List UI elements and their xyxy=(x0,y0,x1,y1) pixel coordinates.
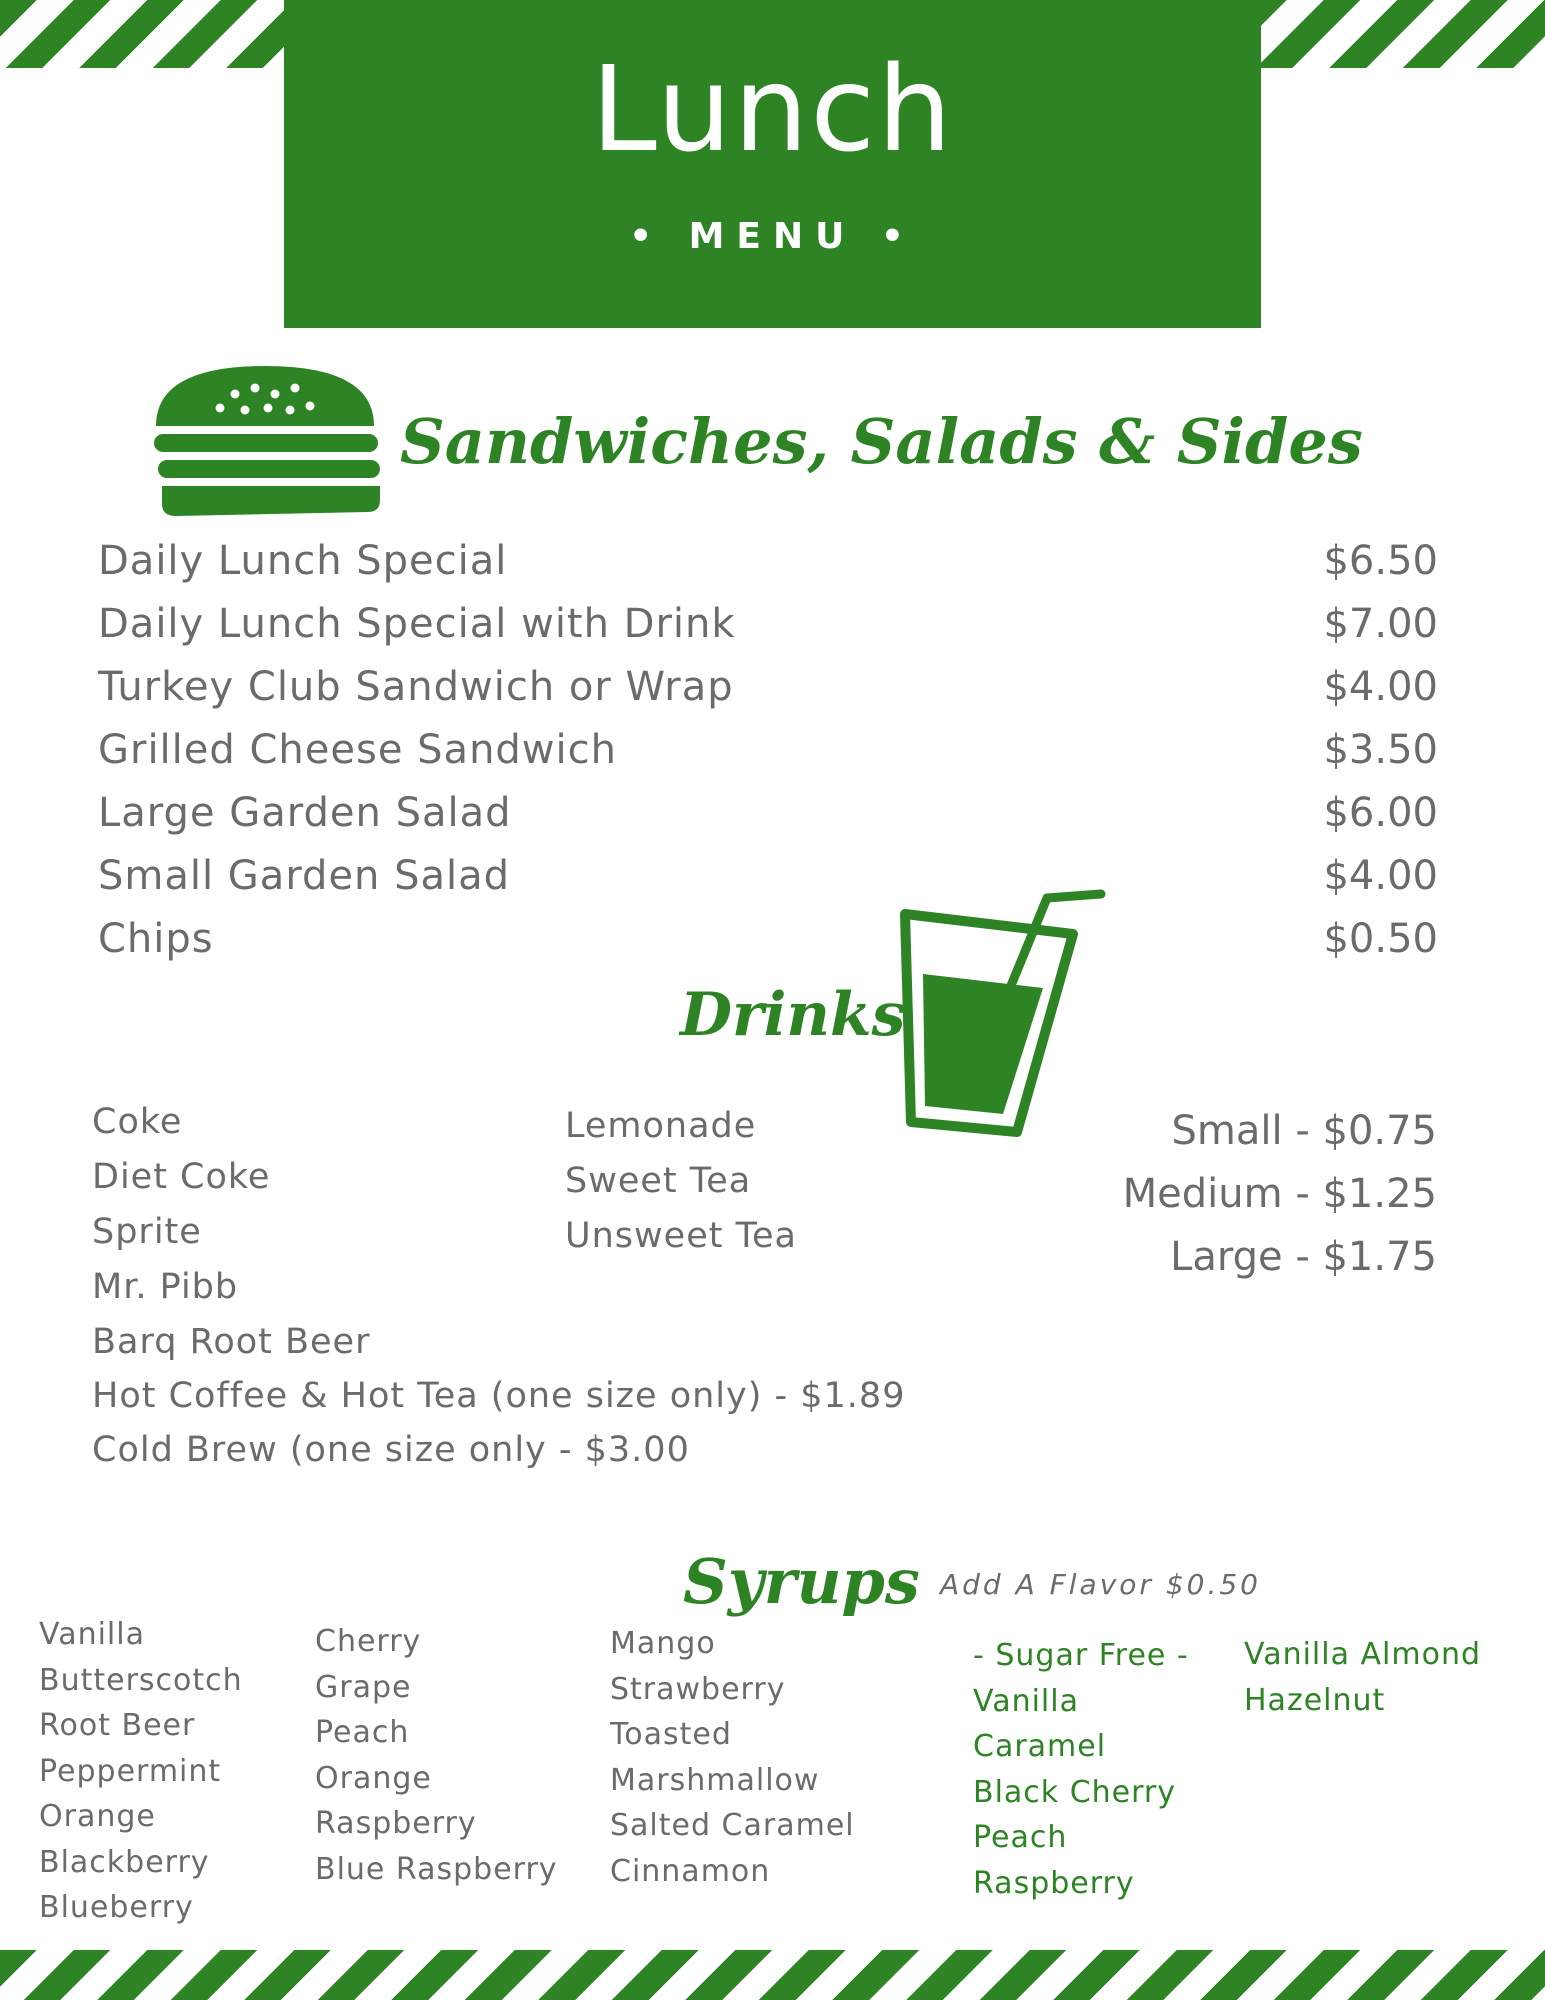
syrup-item: Orange xyxy=(315,1760,432,1796)
drink-item: Mr. Pibb xyxy=(92,1267,239,1307)
syrup-item: Toasted xyxy=(610,1717,732,1752)
drink-size-price: Medium - $1.25 xyxy=(1122,1171,1437,1217)
menu-item xyxy=(98,664,1438,727)
bottom-stripe-border xyxy=(0,1950,1545,2000)
syrup-item: Vanilla xyxy=(973,1683,1079,1719)
drink-size-price: Large - $1.75 xyxy=(1170,1234,1437,1280)
syrup-item: Mango xyxy=(610,1626,716,1661)
menu-item-price: $3.50 xyxy=(1323,727,1438,773)
syrup-item: Raspberry xyxy=(315,1806,477,1841)
menu-item-name: Small Garden Salad xyxy=(98,853,511,899)
section-heading-drinks: Drinks xyxy=(680,980,906,1050)
syrup-item: Butterscotch xyxy=(39,1662,243,1698)
menu-item-price: $7.00 xyxy=(1323,601,1438,647)
syrup-item: Blue Raspberry xyxy=(315,1851,558,1887)
syrup-item: Black Cherry xyxy=(973,1774,1177,1810)
drink-item: Barq Root Beer xyxy=(92,1322,371,1362)
syrup-item: Root Beer xyxy=(39,1708,196,1743)
syrup-item: Blueberry xyxy=(39,1890,194,1925)
menu-item-name: Large Garden Salad xyxy=(98,790,512,836)
title-banner xyxy=(284,0,1261,328)
menu-item xyxy=(98,601,1438,664)
menu-item xyxy=(98,916,1438,979)
syrup-item: Orange xyxy=(39,1799,156,1834)
syrup-item: Vanilla Almond xyxy=(1244,1637,1482,1672)
drink-item: Unsweet Tea xyxy=(565,1216,797,1256)
menu-subtitle: • MENU • xyxy=(629,216,916,257)
menu-title: Lunch xyxy=(591,40,954,178)
syrup-list-1 xyxy=(39,1617,243,1936)
menu-item-price: $6.00 xyxy=(1323,790,1438,836)
syrup-list-3 xyxy=(610,1626,855,1899)
syrup-item: Raspberry xyxy=(973,1865,1135,1901)
syrup-item: Cherry xyxy=(315,1624,422,1659)
section-heading-syrups: Syrups xyxy=(683,1545,920,1618)
syrup-list-5 xyxy=(1244,1637,1481,1728)
drink-item: Sweet Tea xyxy=(565,1161,752,1201)
syrup-item: Marshmallow xyxy=(610,1762,820,1798)
menu-item-price: $0.50 xyxy=(1323,916,1438,962)
drink-icon xyxy=(895,888,1110,1140)
drinks-list-middle xyxy=(565,1106,797,1271)
sugar-free-syrup-list xyxy=(973,1638,1189,1911)
syrup-item: Cinnamon xyxy=(610,1853,771,1889)
menu-item xyxy=(98,853,1438,916)
sugar-free-heading: - Sugar Free - xyxy=(973,1638,1189,1673)
syrup-item: Grape xyxy=(315,1669,412,1705)
menu-item xyxy=(98,790,1438,853)
drink-item: Lemonade xyxy=(565,1106,757,1146)
drink-size-prices xyxy=(1123,1108,1437,1297)
menu-item-name: Turkey Club Sandwich or Wrap xyxy=(98,664,734,710)
syrup-item: Peach xyxy=(315,1715,410,1750)
drink-item: Cold Brew (one size only - $3.00 xyxy=(92,1430,690,1470)
menu-item-price: $4.00 xyxy=(1323,853,1438,899)
syrup-item: Strawberry xyxy=(610,1671,786,1707)
syrup-price-note: Add A Flavor $0.50 xyxy=(940,1568,1261,1601)
syrup-item: Salted Caramel xyxy=(610,1808,855,1843)
syrup-item: Caramel xyxy=(973,1729,1107,1764)
menu-item-price: $4.00 xyxy=(1323,664,1438,710)
syrup-item: Blackberry xyxy=(39,1844,210,1880)
drink-item: Sprite xyxy=(92,1212,202,1252)
drink-item: Hot Coffee & Hot Tea (one size only) - $1.89 xyxy=(92,1376,906,1416)
section-heading-sandwiches: Sandwiches, Salads & Sides xyxy=(400,405,1363,478)
burger-icon xyxy=(150,358,385,520)
syrup-list-2 xyxy=(315,1624,558,1897)
menu-item xyxy=(98,538,1438,601)
menu-item xyxy=(98,727,1438,790)
drink-item: Diet Coke xyxy=(92,1157,271,1197)
menu-item-name: Grilled Cheese Sandwich xyxy=(98,727,617,773)
menu-item-price: $6.50 xyxy=(1323,538,1438,584)
menu-item-name: Chips xyxy=(98,916,214,962)
menu-item-name: Daily Lunch Special with Drink xyxy=(98,601,736,647)
syrup-item: Peppermint xyxy=(39,1753,222,1789)
drink-item: Coke xyxy=(92,1102,183,1142)
syrup-item: Peach xyxy=(973,1820,1068,1855)
drink-size-price: Small - $0.75 xyxy=(1171,1108,1437,1154)
syrup-item: Vanilla xyxy=(39,1617,145,1652)
menu-item-name: Daily Lunch Special xyxy=(98,538,508,584)
sandwich-menu-list xyxy=(98,538,1438,979)
syrup-item: Hazelnut xyxy=(1244,1682,1386,1718)
